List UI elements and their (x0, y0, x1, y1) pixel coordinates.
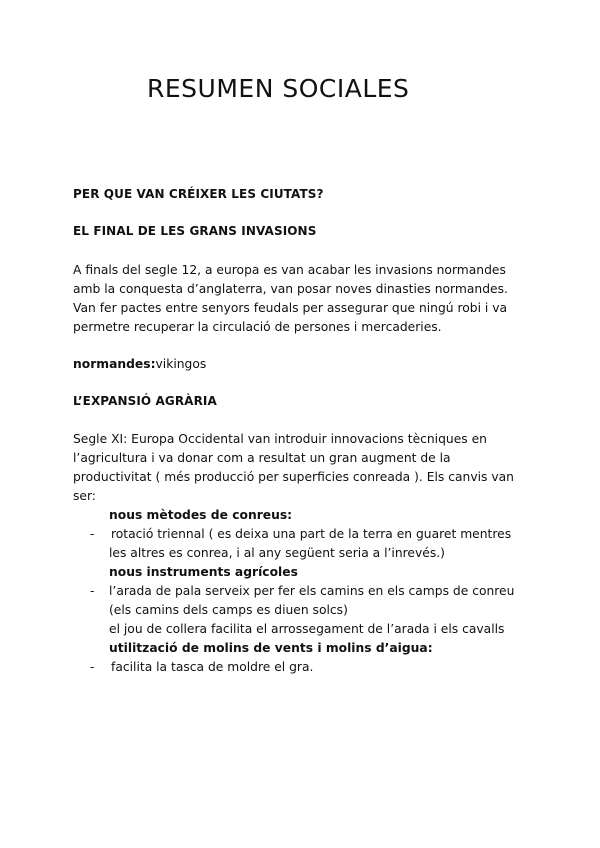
list-bullet: - (90, 584, 95, 598)
paragraph-line: amb la conquesta d’anglaterra, van posar noves dinasties normandes. (73, 282, 508, 296)
heading-agrarian-expansion: L’EXPANSIÓ AGRÀRIA (73, 394, 217, 408)
heading-why-cities-grew: PER QUE VAN CRÉIXER LES CIUTATS? (73, 187, 324, 201)
list-subheading: nous instruments agrícoles (109, 565, 298, 579)
list-item-line: el jou de collera facilita el arrossegament de l’arada i els cavalls (109, 622, 505, 636)
list-bullet: - (90, 527, 95, 541)
paragraph-line: productivitat ( més producció per superficies conreada ). Els canvis van (73, 470, 514, 484)
list-subheading: nous mètodes de conreus: (109, 508, 293, 522)
list-item-line: l’arada de pala serveix per fer els camins en els camps de conreu (109, 584, 515, 598)
paragraph-line: A finals del segle 12, a europa es van acabar les invasions normandes (73, 263, 506, 277)
paragraph-line: permetre recuperar la circulació de persones i mercaderies. (73, 320, 442, 334)
paragraph-line: l’agricultura i va donar com a resultat un gran augment de la (73, 451, 451, 465)
paragraph-line: Van fer pactes entre senyors feudals per assegurar que ningú robi i va (73, 301, 508, 315)
term-definition (73, 355, 206, 374)
list-item-line: facilita la tasca de moldre el gra. (111, 660, 314, 674)
list-item-line: (els camins dels camps es diuen solcs) (109, 603, 348, 617)
page-title: RESUMEN SOCIALES (147, 74, 410, 103)
term-word: normandes: (73, 357, 156, 371)
paragraph-line: Segle XI: Europa Occidental van introduir innovacions tècniques en (73, 432, 487, 446)
heading-end-of-invasions: EL FINAL DE LES GRANS INVASIONS (73, 224, 317, 238)
list-bullet: - (90, 660, 95, 674)
paragraph-line: ser: (73, 489, 96, 503)
term-meaning: vikingos (155, 357, 207, 371)
list-item-line: rotació triennal ( es deixa una part de la terra en guaret mentres (111, 527, 512, 541)
list-item-line: les altres es conrea, i al any següent seria a l’inrevés.) (109, 546, 445, 560)
list-subheading: utilització de molins de vents i molins d’aigua: (109, 641, 433, 655)
